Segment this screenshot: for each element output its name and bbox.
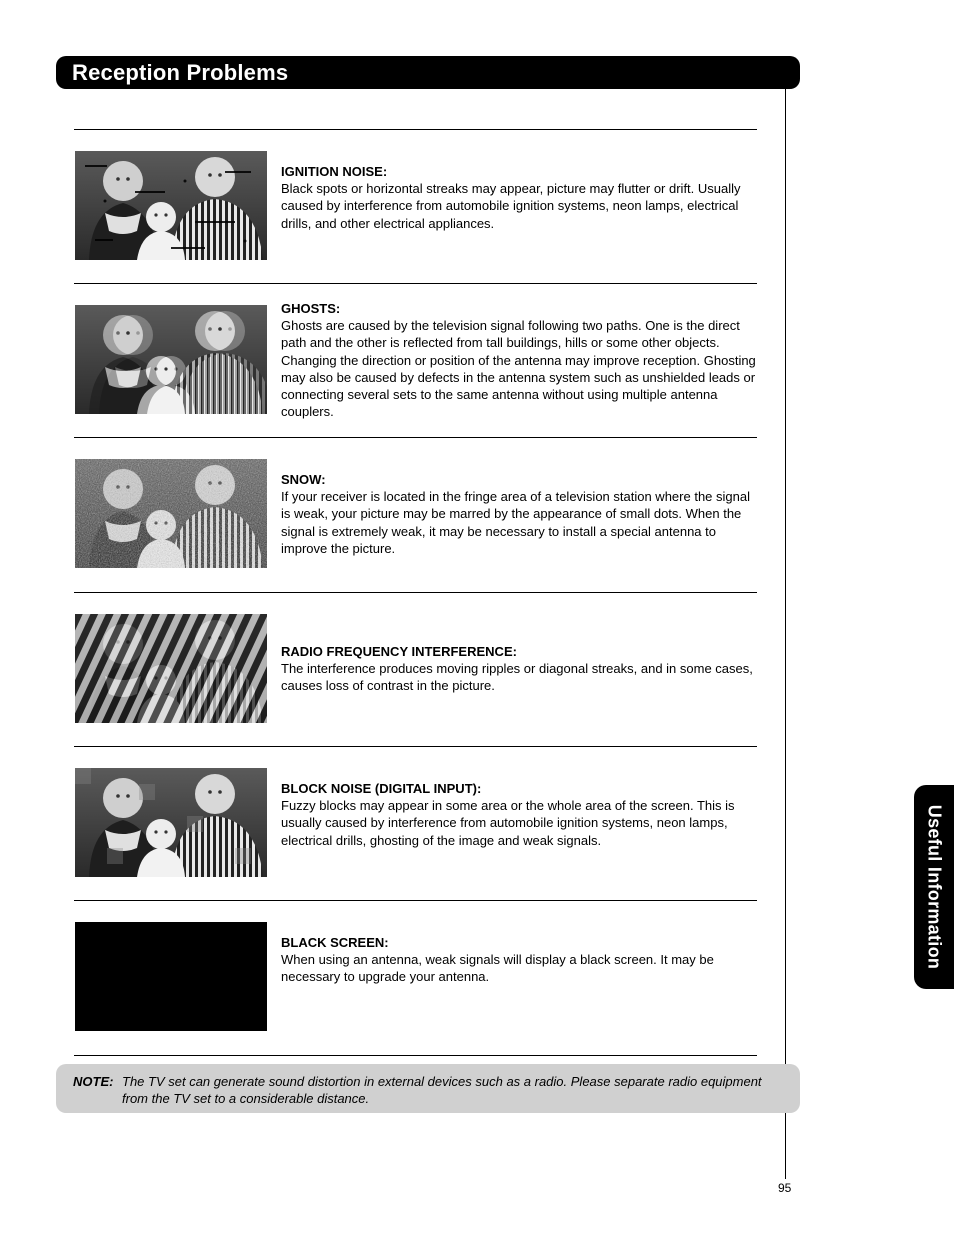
section-title: GHOSTS: — [281, 301, 341, 316]
section-body: Ghosts are caused by the television signal following two paths. One is the direct path and the other is reflected from tall buildings, hills or some other objects. Changing the direction or position of the antenna may improve reception. Ghosting may also be caused by defects in the antenna system such as unshielded leads or connecting several sets to the same antenna without using multiple antenna couplers. — [281, 318, 756, 420]
section-header-bar — [56, 56, 800, 89]
radio-interference-photo — [75, 614, 267, 723]
page-title: Reception Problems — [72, 60, 289, 85]
block-noise-photo — [75, 768, 267, 877]
section-text — [281, 471, 759, 557]
section-title: BLACK SCREEN: — [281, 935, 389, 950]
note-text: The TV set can generate sound distortion in external devices such as a radio. Please separate radio equipment from the TV set to a considerable distance. — [122, 1074, 762, 1106]
section-text — [281, 643, 759, 695]
divider — [74, 129, 757, 130]
divider — [74, 283, 757, 284]
section-title: RADIO FREQUENCY INTERFERENCE: — [281, 644, 517, 659]
divider — [74, 746, 757, 747]
section-title: IGNITION NOISE: — [281, 164, 388, 179]
section-text — [281, 300, 759, 420]
black-screen-photo — [75, 922, 267, 1031]
section-text — [281, 934, 759, 986]
ghosts-photo — [75, 305, 267, 414]
section-title: BLOCK NOISE (DIGITAL INPUT): — [281, 781, 482, 796]
divider — [74, 592, 757, 593]
note-label: NOTE: — [73, 1074, 114, 1089]
side-tab-label: Useful Information — [924, 804, 945, 970]
page-number: 95 — [778, 1181, 792, 1195]
right-margin-rule — [785, 89, 786, 1179]
side-tab — [914, 785, 954, 989]
divider — [74, 900, 757, 901]
section-body: The interference produces moving ripples or diagonal streaks, and in some cases, causes loss of contrast in the picture. — [281, 661, 753, 694]
divider — [74, 1055, 757, 1056]
section-body: Black spots or horizontal streaks may appear, picture may flutter or drift. Usually caused by interference from automobile ignition systems, neon lamps, electrical drills, and other electrical appliances. — [281, 181, 741, 231]
ignition-noise-photo — [75, 151, 267, 260]
section-text — [281, 163, 759, 232]
divider — [74, 437, 757, 438]
snow-photo — [75, 459, 267, 568]
section-text — [281, 780, 759, 849]
section-body: Fuzzy blocks may appear in some area or the whole area of the screen. This is usually caused by interference from automobile ignition systems, neon lamps, electrical drills, ghosting of the image and weak signals. — [281, 798, 735, 848]
section-body: If your receiver is located in the fringe area of a television station where the signal is weak, your picture may be marred by the appearance of small dots. When the signal is extremely weak, it may be necessary to install a special antenna to improve the picture. — [281, 489, 750, 556]
section-title: SNOW: — [281, 472, 326, 487]
note-box — [56, 1064, 800, 1113]
section-body: When using an antenna, weak signals will display a black screen. It may be necessary to upgrade your antenna. — [281, 952, 714, 985]
